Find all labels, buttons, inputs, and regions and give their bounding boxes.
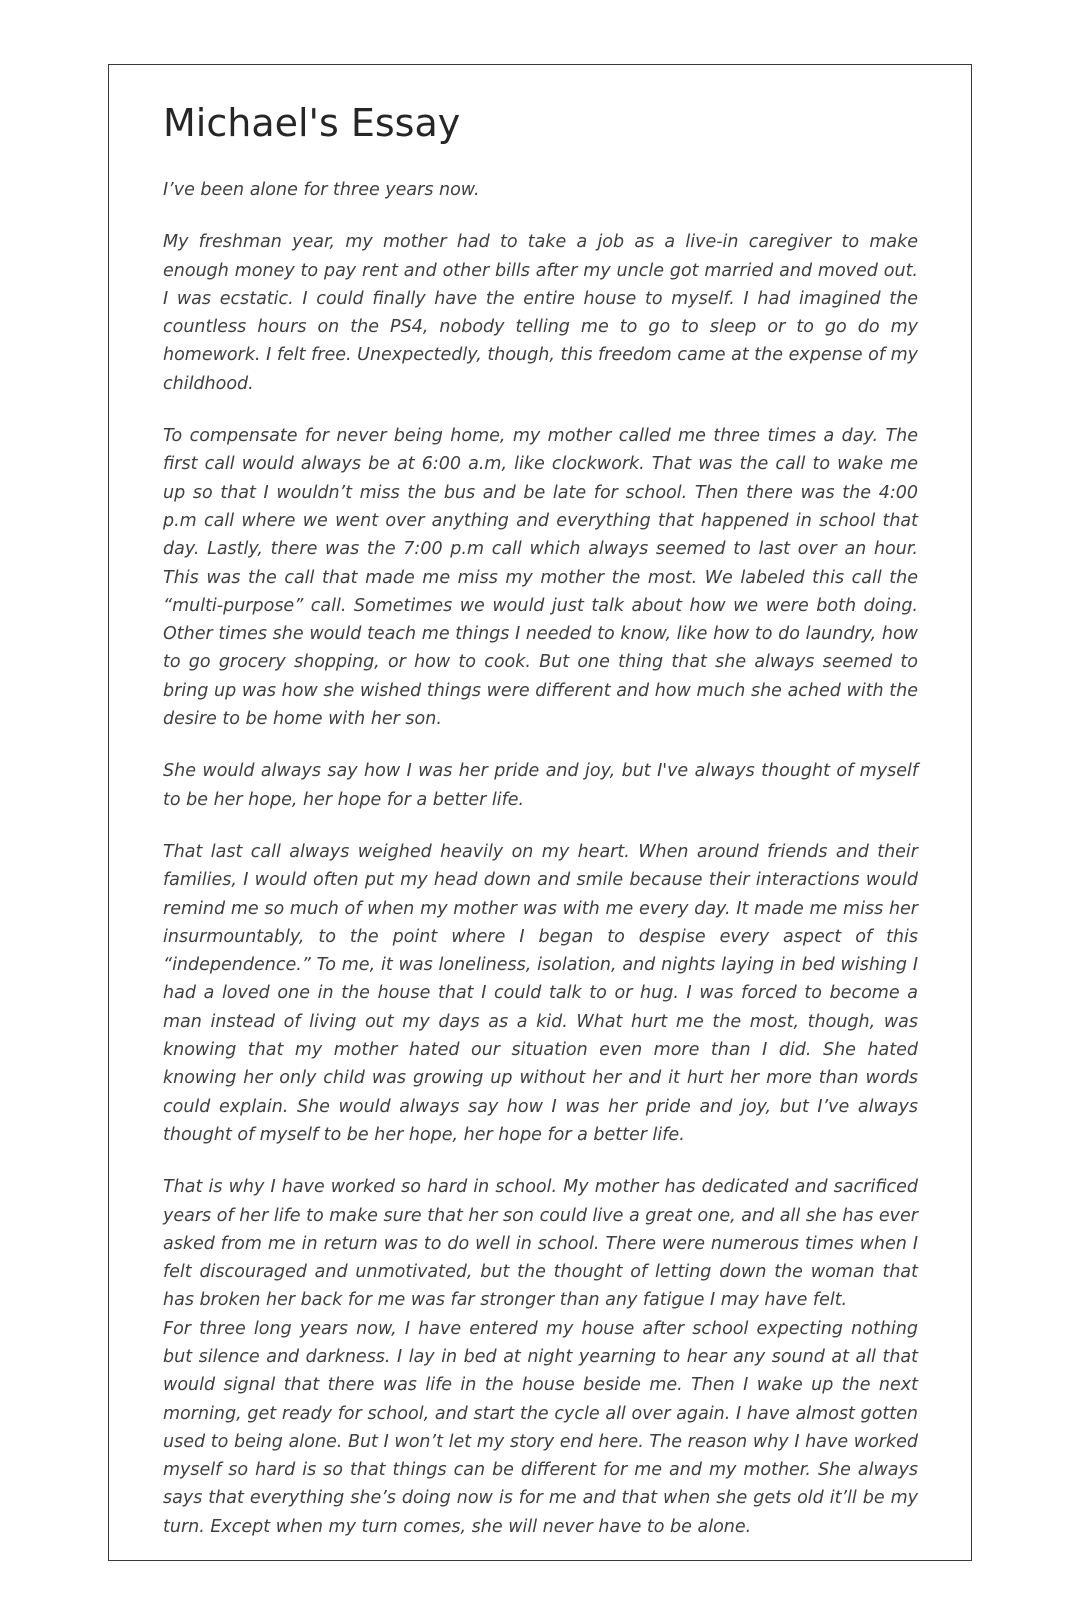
page-title: Michael's Essay <box>163 101 461 145</box>
essay-paragraph-5: That last call always weighed heavily on my heart. When around friends and their families, I would often put my head down and smile because their interactions would remind me so much of when my mother was with me every day. It made me miss her insurmountably, to the point where I began to despise every aspect of this “independence.” To me, it was loneliness, isolation, and nights laying in bed wishing I had a loved one in the house that I could talk to or hug. I was forced to become a man instead of living out my days as a kid. What hurt me the most, though, was knowing that my mother hated our situation even more than I did. She hated knowing her only child was growing up without her and it hurt her more than words could explain. She would always say how I was her pride and joy, but I’ve always thought of myself to be her hope, her hope for a better life. <box>163 841 918 1145</box>
essay-paragraph-2: My freshman year, my mother had to take a job as a live-in caregiver to make enough money to pay rent and other bills after my uncle got married and moved out. I was ecstatic. I could finally have the entire house to myself. I had imagined the countless hours on the PS4, nobody telling me to go to sleep or to go do my homework. I felt free. Unexpectedly, though, this freedom came at the expense of my childhood. <box>163 232 918 394</box>
essay-paragraph-6: That is why I have worked so hard in school. My mother has dedicated and sacrificed years of her life to make sure that her son could live a great one, and all she has ever asked from me in return was to do well in school. There were numerous times when I felt discouraged and unmotivated, but the thought of letting down the woman that has broken her back for me was far stronger than any fatigue I may have felt. <box>163 1177 918 1311</box>
essay-paragraph-7: For three long years now, I have entered my house after school expecting nothing but silence and darkness. I lay in bed at night yearning to hear any sound at all that would signal that there was life in the house beside me. Then I wake up the next morning, get ready for school, and start the cycle all over again. I have almost gotten used to being alone. But I won’t let my story end here. The reason why I have worked myself so hard is so that things can be different for me and my mother. She always says that everything she’s doing now is for me and that when she gets old it’ll be my turn. Except when my turn comes, she will never have to be alone. <box>163 1318 918 1537</box>
essay-paragraph-4: She would always say how I was her pride and joy, but I've always thought of myself to be her hope, her hope for a better life. <box>163 761 918 810</box>
essay-document <box>163 98 918 1565</box>
essay-paragraph-3: To compensate for never being home, my mother called me three times a day. The first call would always be at 6:00 a.m, like clockwork. That was the call to wake me up so that I wouldn’t miss the bus and be late for school. Then there was the 4:00 p.m call where we went over anything and everything that happened in school that day. Lastly, there was the 7:00 p.m call which always seemed to last over an hour. This was the call that made me miss my mother the most. We labeled this call the “multi-purpose” call. Sometimes we would just talk about how we were both doing. Other times she would teach me things I needed to know, like how to do laundry, how to go grocery shopping, or how to cook. But one thing that she always seemed to bring up was how she wished things were different and how much she ached with the desire to be home with her son. <box>163 426 918 730</box>
essay-paragraph-1: I’ve been alone for three years now. <box>163 180 480 200</box>
